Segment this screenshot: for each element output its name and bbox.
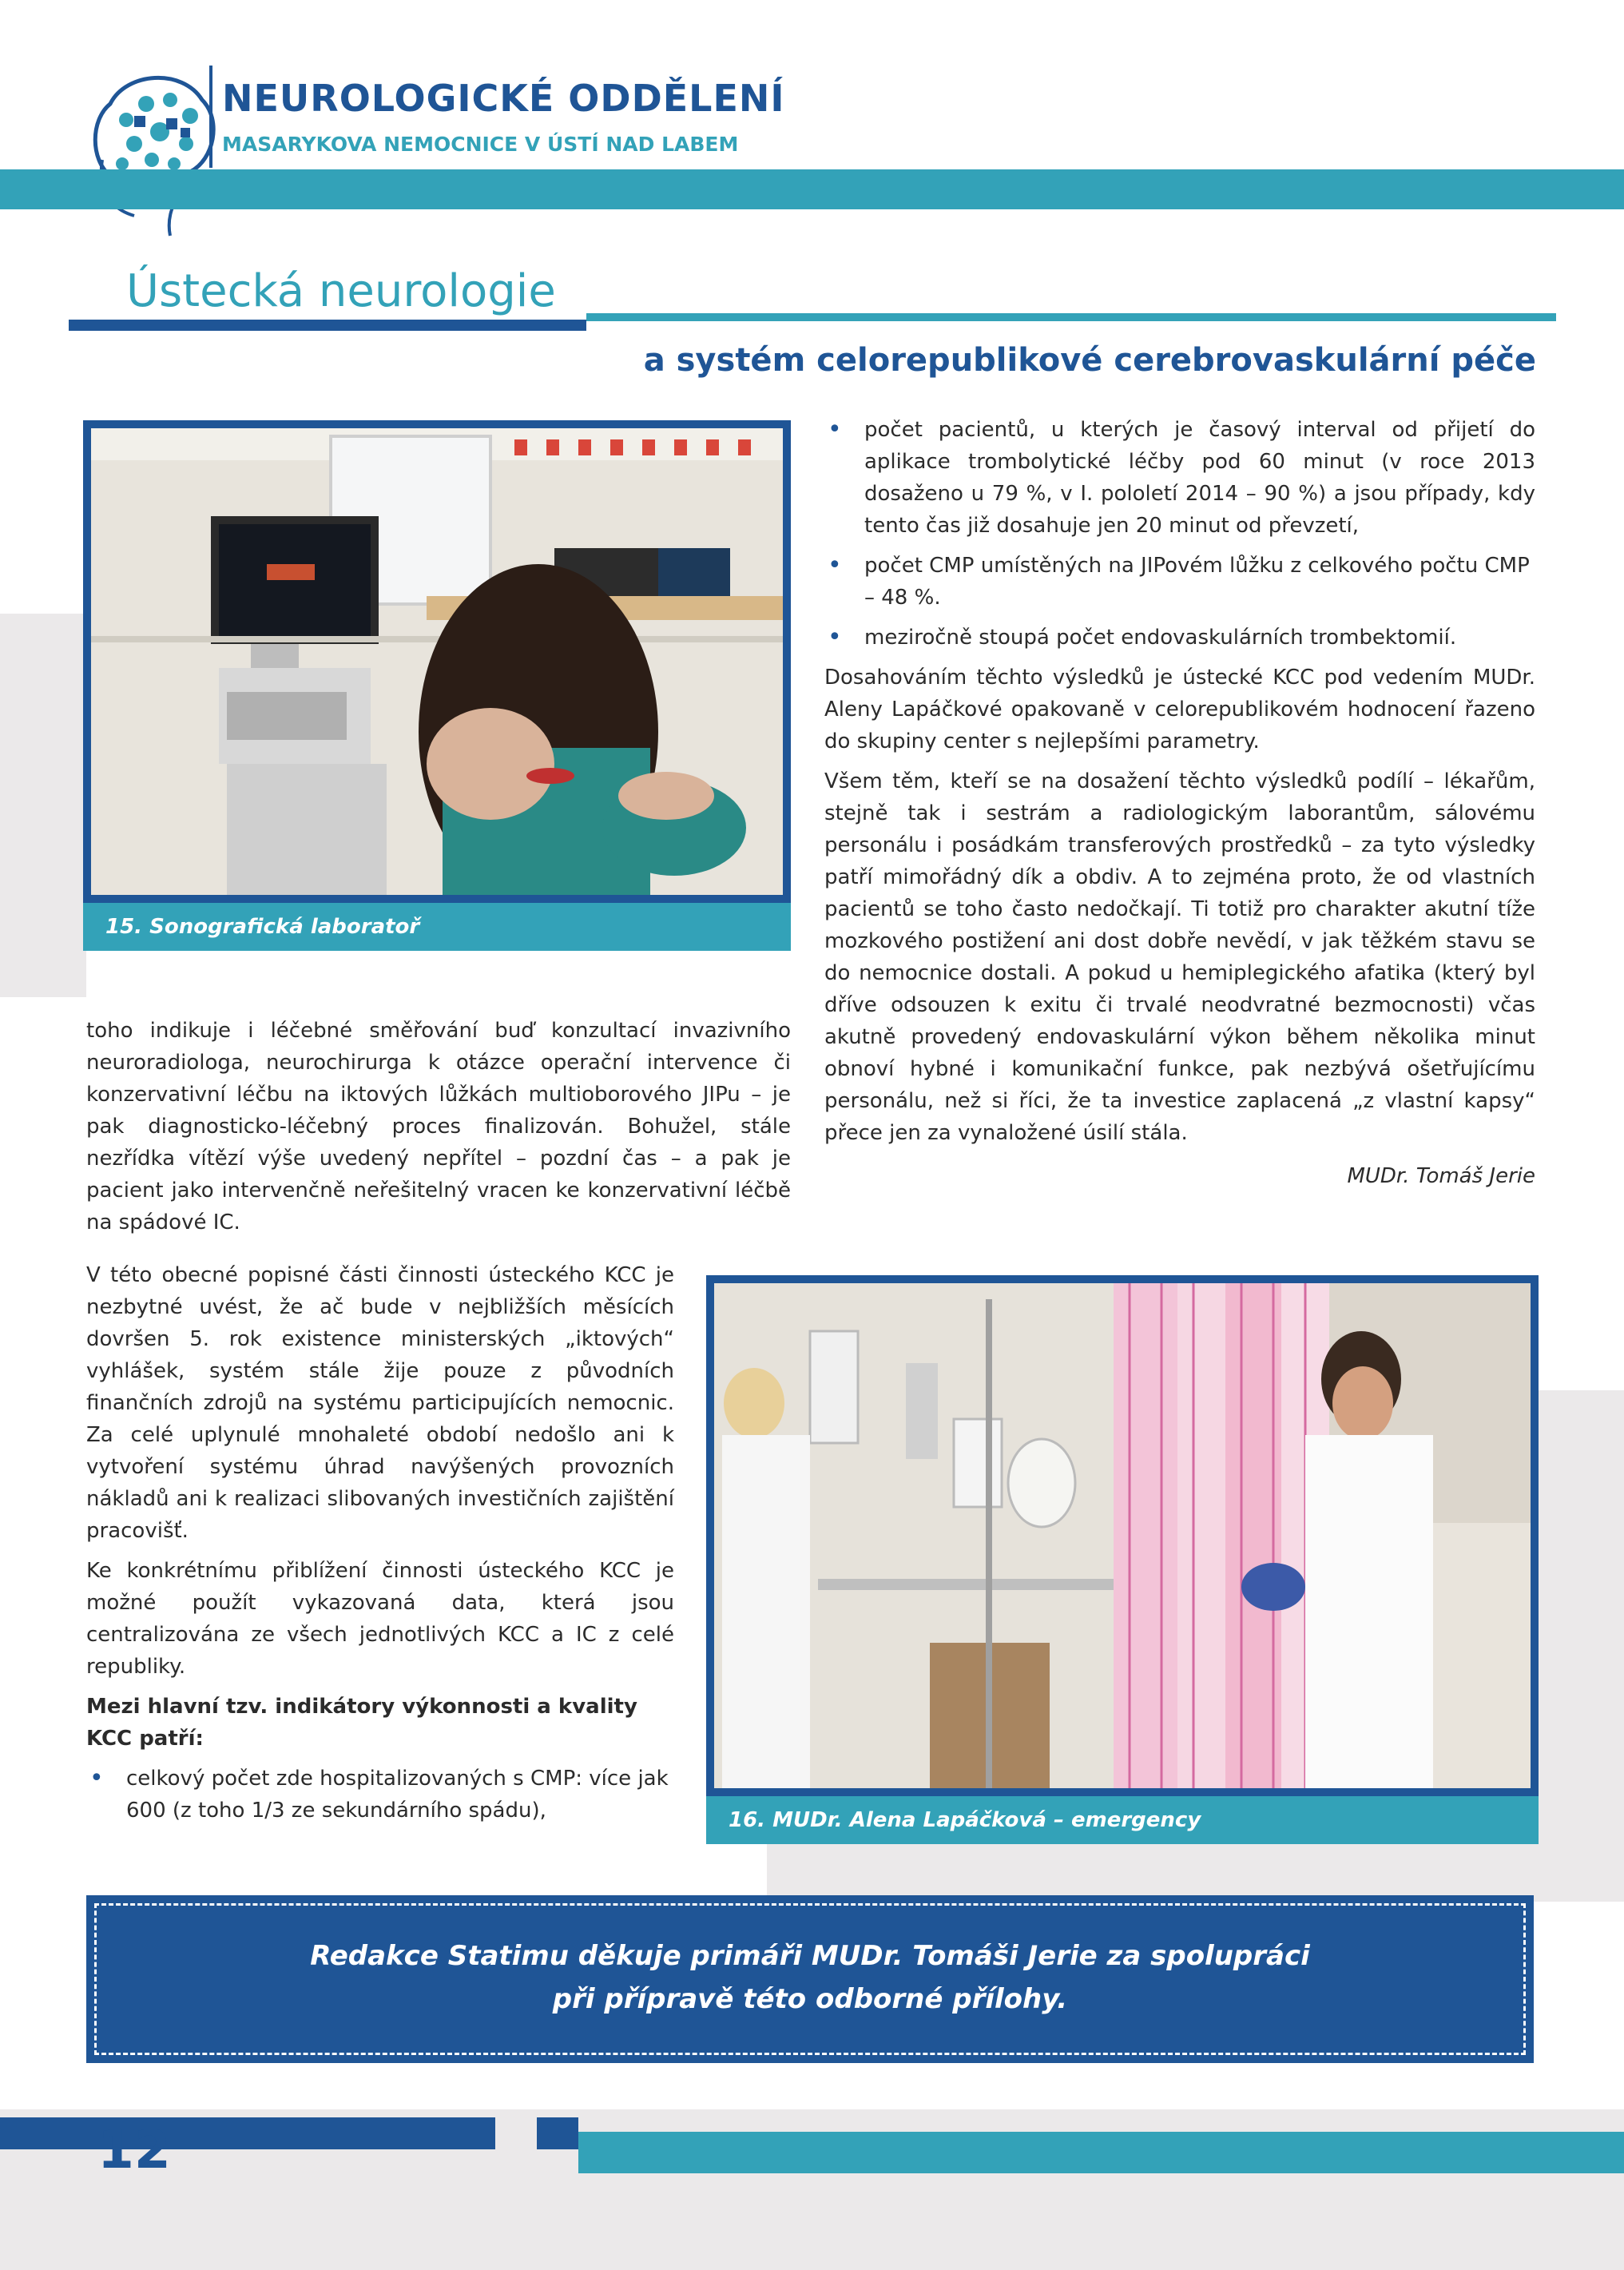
- acknowledgement-line-2: při přípravě této odborné přílohy.: [552, 1983, 1068, 2015]
- title-underline-navy: [69, 320, 586, 331]
- list-item: • celkový počet zde hospitalizovaných s CMP: více jak 600 (z toho 1/3 ze sekundárního spádu),: [86, 1763, 674, 1827]
- header-title: NEUROLOGICKÉ ODDĚLENÍ: [222, 77, 785, 120]
- photo-sonography-caption: 15. Sonografická laboratoř: [83, 903, 791, 951]
- page-number: 12: [97, 2119, 171, 2181]
- footer-square: [537, 2117, 578, 2149]
- header-band: [190, 169, 1624, 209]
- footer-band-navy: [0, 2117, 495, 2149]
- photo-emergency-image: [714, 1283, 1531, 1788]
- paragraph: V této obecné popisné části činnosti ústeckého KCC je nezbytné uvést, že ač bude v nejbližších měsících dovršen 5. rok existence ministerských „iktových“ vyhlášek, systém stále žije pouze z původních finančních zdrojů na systému participujících nemocnic. Za celé uplynulé mnohaleté období nedošlo ani k vytvoření systému úhrad navýšených provozních nákladů ani k realizaci slibovaných investičních zajištění pracovišť.: [86, 1263, 674, 1543]
- indicator-list: [86, 1763, 674, 1827]
- paragraph: Ke konkrétnímu přiblížení činnosti ústeckého KCC je možné použít vykazovaná data, která jsou centralizována ze všech jednotlivých KCC a IC z celé republiky.: [86, 1559, 674, 1679]
- header-subtitle: MASARYKOVA NEMOCNICE V ÚSTÍ NAD LABEM: [222, 133, 739, 156]
- paragraph: Všem těm, kteří se na dosažení těchto výsledků podílí – lékařům, stejně tak i sestrám a radiologickým laborantům, sálovému personálu i posádkám transferových prostředků – za tyto výsledky patří mimořádný dík a obdiv. A to zejména proto, že od vlastních pacientů se toho často nedočkají. Ti totiž pro charakter akutní tíže mozkového postižení ani dost dobře nevědí, v jak těžkém stavu se do nemocnice dostali. A pokud u hemiplegického afatika (který byl dříve odsouzen k exitu či trvalé neodvratné bezmocnosti) včas akutně provedený endovaskulární výkon během několika minut obnoví hybné i komunikační funkce, pak nezbývá ošetřujícímu personálu, než si říci, že ta investice zaplacená „z vlastní kapsy“ přece jen za vynaložené úsilí stála.: [824, 769, 1535, 1145]
- right-column: [824, 414, 1535, 1200]
- photo-emergency-caption: 16. MUDr. Alena Lapáčková – emergency: [706, 1796, 1539, 1844]
- list-item: • počet CMP umístěných na JIPovém lůžku z celkového počtu CMP – 48 %.: [824, 550, 1535, 614]
- paragraph: Dosahováním těchto výsledků je ústecké KCC pod vedením MUDr. Aleny Lapáčkové opakovaně v celorepublikovém hodnocení řazeno do skupiny center s nejlepšími parametry.: [824, 666, 1535, 753]
- acknowledgement-box: [86, 1895, 1534, 2063]
- left-column-lower: [86, 1259, 674, 1835]
- brain-icon: [86, 56, 222, 240]
- title-underline-teal: [586, 313, 1556, 321]
- article-title: Ústecká neurologie: [126, 265, 556, 317]
- header-divider: [209, 66, 212, 168]
- photo-sonography: [83, 420, 791, 903]
- left-column-upper: [86, 1015, 791, 1246]
- section-heading: Mezi hlavní tzv. indikátory výkonnosti a kvality KCC patří:: [86, 1695, 637, 1751]
- list-item: • počet pacientů, u kterých je časový interval od přijetí do aplikace trombolytické léčby pod 60 minut (v roce 2013 dosaženo u 79 %, v I. pololetí 2014 – 90 %) a jsou případy, kdy tento čas již dosahuje jen 20 minut od převzetí,: [824, 414, 1535, 542]
- header-band-left: [0, 169, 190, 209]
- article-subtitle: a systém celorepublikové cerebrovaskulární péče: [643, 342, 1536, 379]
- acknowledgement-line-1: Redakce Statimu děkuje primáři MUDr. Tomáši Jerie za spolupráci: [310, 1940, 1310, 1972]
- background-block-left: [0, 614, 86, 997]
- paragraph: toho indikuje i léčebné směřování buď konzultací invazivního neuroradiologa, neurochirurga k otázce operační intervence či konzervativní léčbu na iktových lůžkách multioborového JIPu – je pak diagnosticko-léčebný proces finalizován. Bohužel, stále nezřídka vítězí výše uvedený nepřítel – pozdní čas – a pak je pacient jako intervenčně neřešitelný vracen ke konzervativní léčbě na spádové IC.: [86, 1019, 791, 1234]
- photo-emergency: [706, 1275, 1539, 1796]
- indicator-list-cont: [824, 414, 1535, 654]
- photo-sonography-image: [91, 428, 783, 895]
- author: MUDr. Tomáš Jerie: [1347, 1164, 1535, 1188]
- list-item: • meziročně stoupá počet endovaskulárních trombektomií.: [824, 622, 1535, 654]
- footer-band-teal: [578, 2132, 1624, 2173]
